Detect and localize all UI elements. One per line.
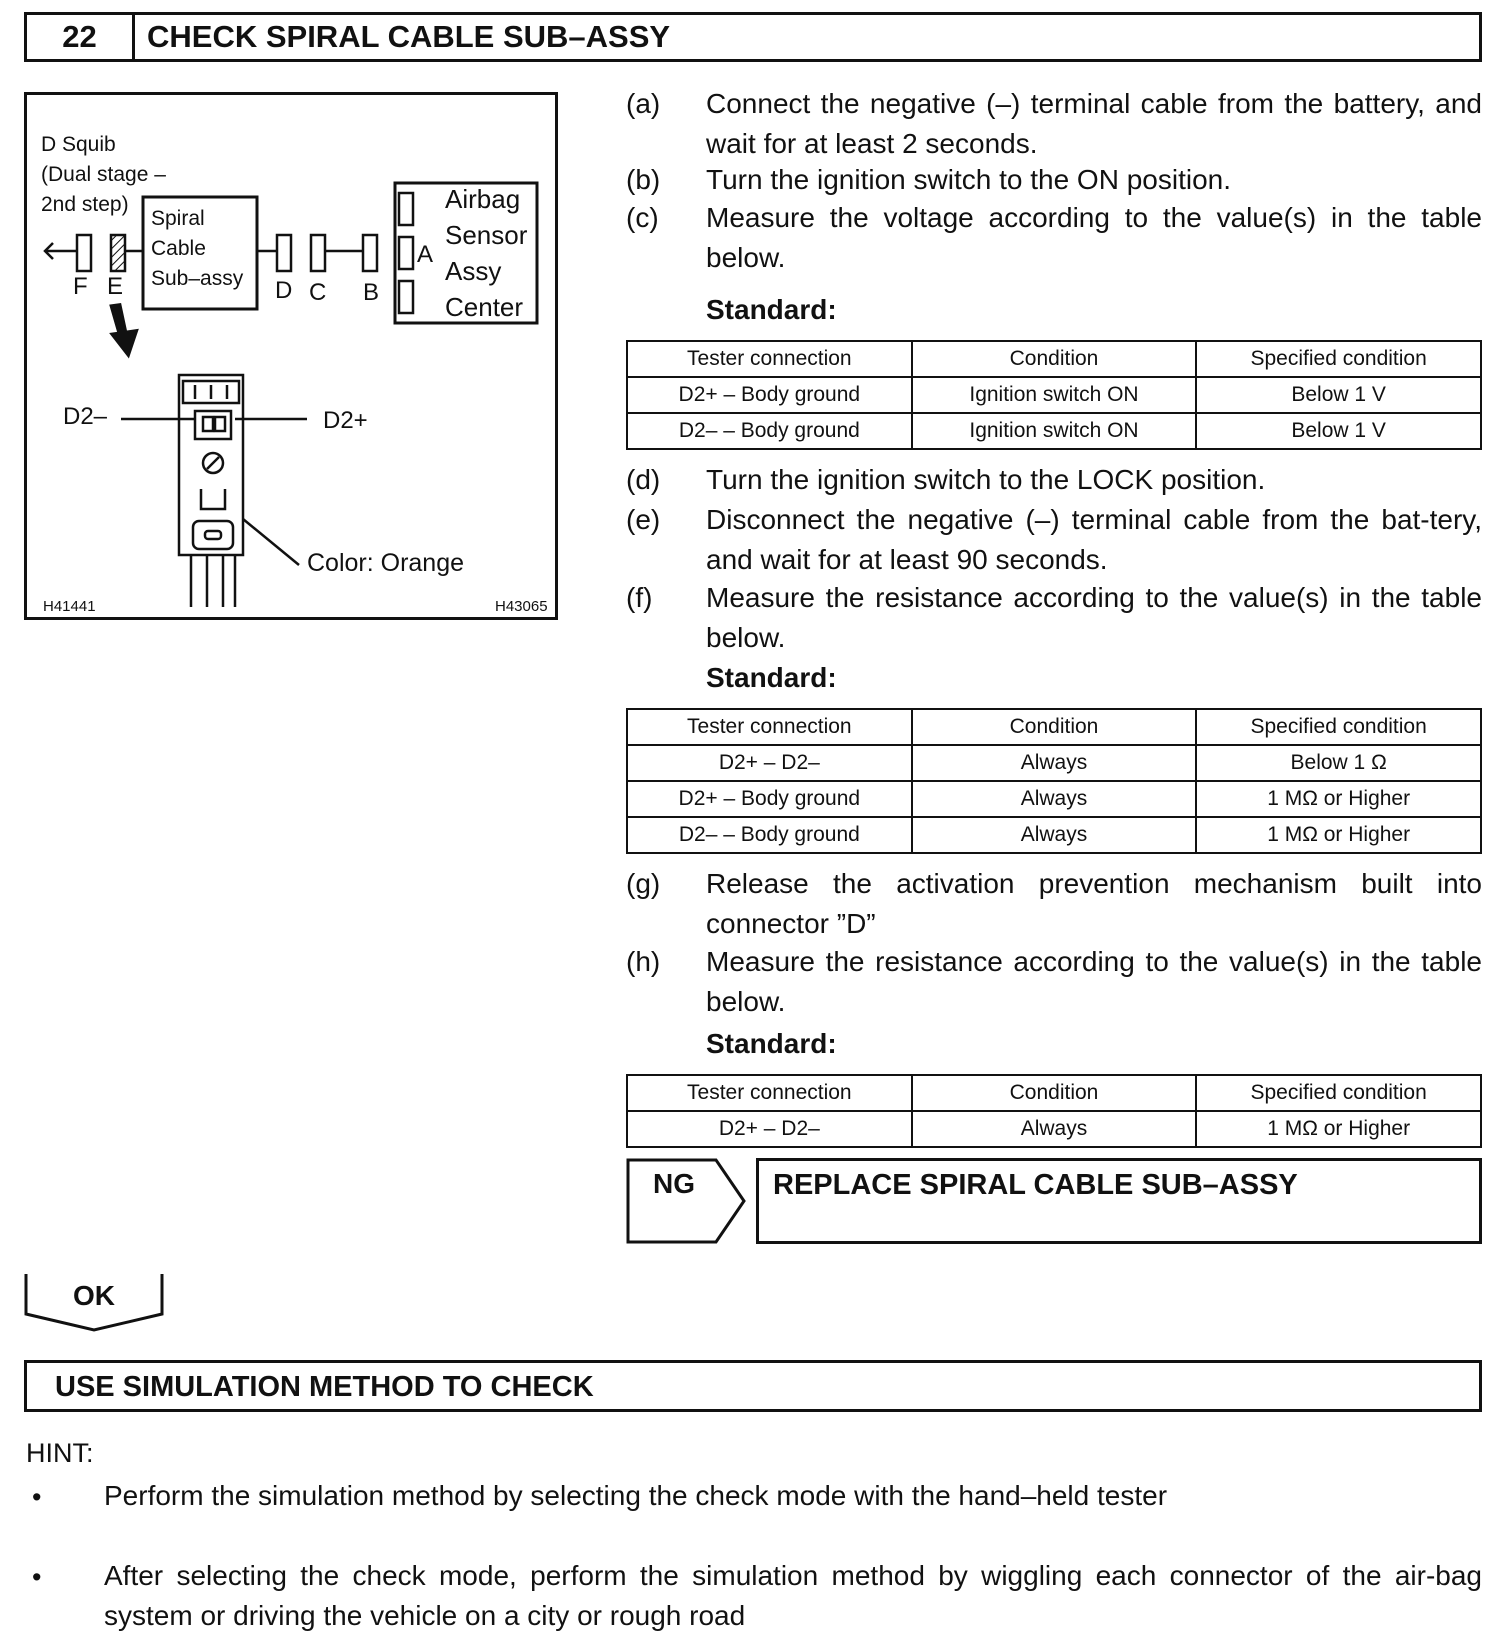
resistance-table-1 bbox=[626, 708, 1482, 854]
simulation-title: USE SIMULATION METHOD TO CHECK bbox=[55, 1371, 594, 1403]
table-cell: 1 MΩ or Higher bbox=[1196, 1111, 1481, 1147]
step-d-label: (d) bbox=[626, 464, 661, 495]
airbag-label-3: Assy bbox=[445, 256, 502, 286]
figure-code-left: H41441 bbox=[43, 598, 96, 615]
step-number: 22 bbox=[62, 19, 97, 54]
hint-bullet-2: • bbox=[32, 1562, 42, 1592]
table-cell: 1 MΩ or Higher bbox=[1196, 781, 1481, 817]
voltage-table bbox=[626, 340, 1482, 450]
table-header-row bbox=[627, 341, 1481, 377]
squib-label-3: 2nd step) bbox=[41, 193, 129, 216]
header-tester-connection: Tester connection bbox=[627, 341, 912, 377]
wiring-schematic bbox=[27, 95, 555, 617]
ng-label: NG bbox=[653, 1168, 695, 1199]
step-title: CHECK SPIRAL CABLE SUB–ASSY bbox=[147, 19, 671, 54]
terminal-d2-minus: D2– bbox=[63, 403, 108, 430]
step-b bbox=[626, 160, 1482, 200]
ng-action-text: REPLACE SPIRAL CABLE SUB–ASSY bbox=[773, 1169, 1298, 1201]
standard-label-3: Standard: bbox=[706, 1028, 837, 1059]
table-cell: D2+ – Body ground bbox=[627, 781, 912, 817]
table-row bbox=[627, 413, 1481, 449]
table-cell: Below 1 V bbox=[1196, 377, 1481, 413]
hint-item-2: After selecting the check mode, perform the simulation method by wiggling each connector of the air-bag system or driving the vehicle on a city or rough road bbox=[104, 1560, 1482, 1631]
spiral-label-2: Cable bbox=[151, 237, 206, 260]
table-row bbox=[627, 745, 1481, 781]
table-header-row bbox=[627, 1075, 1481, 1111]
connector-face-drawing bbox=[121, 375, 307, 607]
step-g-text: Release the activation prevention mechanism built into connector ”D” bbox=[706, 868, 1482, 939]
hint-bullet-1: • bbox=[32, 1482, 42, 1512]
ng-result bbox=[626, 1158, 1482, 1244]
step-g-label: (g) bbox=[626, 868, 661, 899]
step-b-label: (b) bbox=[626, 164, 661, 195]
step-e-label: (e) bbox=[626, 504, 661, 535]
standard-label-1: Standard: bbox=[706, 294, 837, 325]
table-row bbox=[627, 1111, 1481, 1147]
table-cell: D2+ – D2– bbox=[627, 1111, 912, 1147]
simulation-header bbox=[24, 1360, 1482, 1412]
table-row bbox=[627, 817, 1481, 853]
step-e bbox=[626, 500, 1482, 580]
table-cell: Always bbox=[912, 817, 1197, 853]
step-c-label: (c) bbox=[626, 202, 659, 233]
table-cell: D2– – Body ground bbox=[627, 817, 912, 853]
connector-label-b: B bbox=[363, 279, 380, 306]
step-a bbox=[626, 84, 1482, 164]
table-row bbox=[627, 377, 1481, 413]
step-f-text: Measure the resistance according to the value(s) in the table below. bbox=[706, 582, 1482, 653]
airbag-label-4: Center bbox=[445, 292, 524, 322]
step-f-label: (f) bbox=[626, 582, 653, 613]
spiral-label-3: Sub–assy bbox=[151, 267, 244, 290]
table-cell: D2+ – Body ground bbox=[627, 377, 912, 413]
ng-action-box bbox=[756, 1158, 1482, 1244]
header-tester-connection: Tester connection bbox=[627, 1075, 912, 1111]
step-header bbox=[24, 12, 1482, 62]
step-g bbox=[626, 864, 1482, 944]
table-cell: Always bbox=[912, 745, 1197, 781]
table-cell: D2– – Body ground bbox=[627, 413, 912, 449]
step-h bbox=[626, 942, 1482, 1022]
figure-code-right: H43065 bbox=[495, 598, 548, 615]
step-number-cell bbox=[27, 15, 135, 59]
table-cell: 1 MΩ or Higher bbox=[1196, 817, 1481, 853]
connector-label-e: E bbox=[107, 273, 124, 300]
table-cell: D2+ – D2– bbox=[627, 745, 912, 781]
table-cell: Below 1 V bbox=[1196, 413, 1481, 449]
airbag-label-1: Airbag bbox=[445, 184, 521, 214]
step-b-text: Turn the ignition switch to the ON position. bbox=[706, 164, 1231, 195]
step-h-label: (h) bbox=[626, 946, 661, 977]
step-d bbox=[626, 460, 1482, 500]
spiral-label-1: Spiral bbox=[151, 207, 205, 230]
step-a-text: Connect the negative (–) terminal cable from the battery, and wait for at least 2 seconds. bbox=[706, 88, 1482, 159]
header-specified-condition: Specified condition bbox=[1196, 709, 1481, 745]
header-specified-condition: Specified condition bbox=[1196, 341, 1481, 377]
step-f bbox=[626, 578, 1482, 658]
table-cell: Always bbox=[912, 781, 1197, 817]
step-e-text: Disconnect the negative (–) terminal cable from the bat-tery, and wait for at least 90 seconds. bbox=[706, 504, 1482, 575]
hint-label: HINT: bbox=[26, 1438, 94, 1468]
squib-label-2: (Dual stage – bbox=[41, 163, 166, 186]
header-condition: Condition bbox=[912, 341, 1197, 377]
table-header-row bbox=[627, 709, 1481, 745]
table-cell: Always bbox=[912, 1111, 1197, 1147]
step-c-text: Measure the voltage according to the value(s) in the table below. bbox=[706, 202, 1482, 273]
ok-label: OK bbox=[73, 1280, 115, 1311]
step-h-text: Measure the resistance according to the value(s) in the table below. bbox=[706, 946, 1482, 1017]
step-a-label: (a) bbox=[626, 88, 661, 119]
header-tester-connection: Tester connection bbox=[627, 709, 912, 745]
table-cell: Ignition switch ON bbox=[912, 413, 1197, 449]
header-condition: Condition bbox=[912, 1075, 1197, 1111]
connector-label-a: A bbox=[417, 241, 434, 268]
header-condition: Condition bbox=[912, 709, 1197, 745]
step-d-text: Turn the ignition switch to the LOCK position. bbox=[706, 464, 1266, 495]
connector-label-f: F bbox=[73, 273, 88, 300]
pointer-arrow-icon bbox=[105, 301, 143, 361]
terminal-d2-plus: D2+ bbox=[323, 407, 368, 434]
table-row bbox=[627, 781, 1481, 817]
resistance-table-2 bbox=[626, 1074, 1482, 1148]
color-label: Color: Orange bbox=[307, 549, 465, 577]
ok-result bbox=[24, 1272, 164, 1334]
connector-label-c: C bbox=[309, 279, 327, 306]
airbag-label-2: Sensor bbox=[445, 220, 528, 250]
table-cell: Ignition switch ON bbox=[912, 377, 1197, 413]
header-specified-condition: Specified condition bbox=[1196, 1075, 1481, 1111]
standard-label-2: Standard: bbox=[706, 662, 837, 693]
connector-diagram bbox=[24, 92, 558, 620]
hint-item-1: Perform the simulation method by selecting the check mode with the hand–held tester bbox=[104, 1480, 1168, 1511]
table-cell: Below 1 Ω bbox=[1196, 745, 1481, 781]
squib-label-1: D Squib bbox=[41, 133, 116, 156]
step-c bbox=[626, 198, 1482, 278]
connector-label-d: D bbox=[275, 277, 293, 304]
